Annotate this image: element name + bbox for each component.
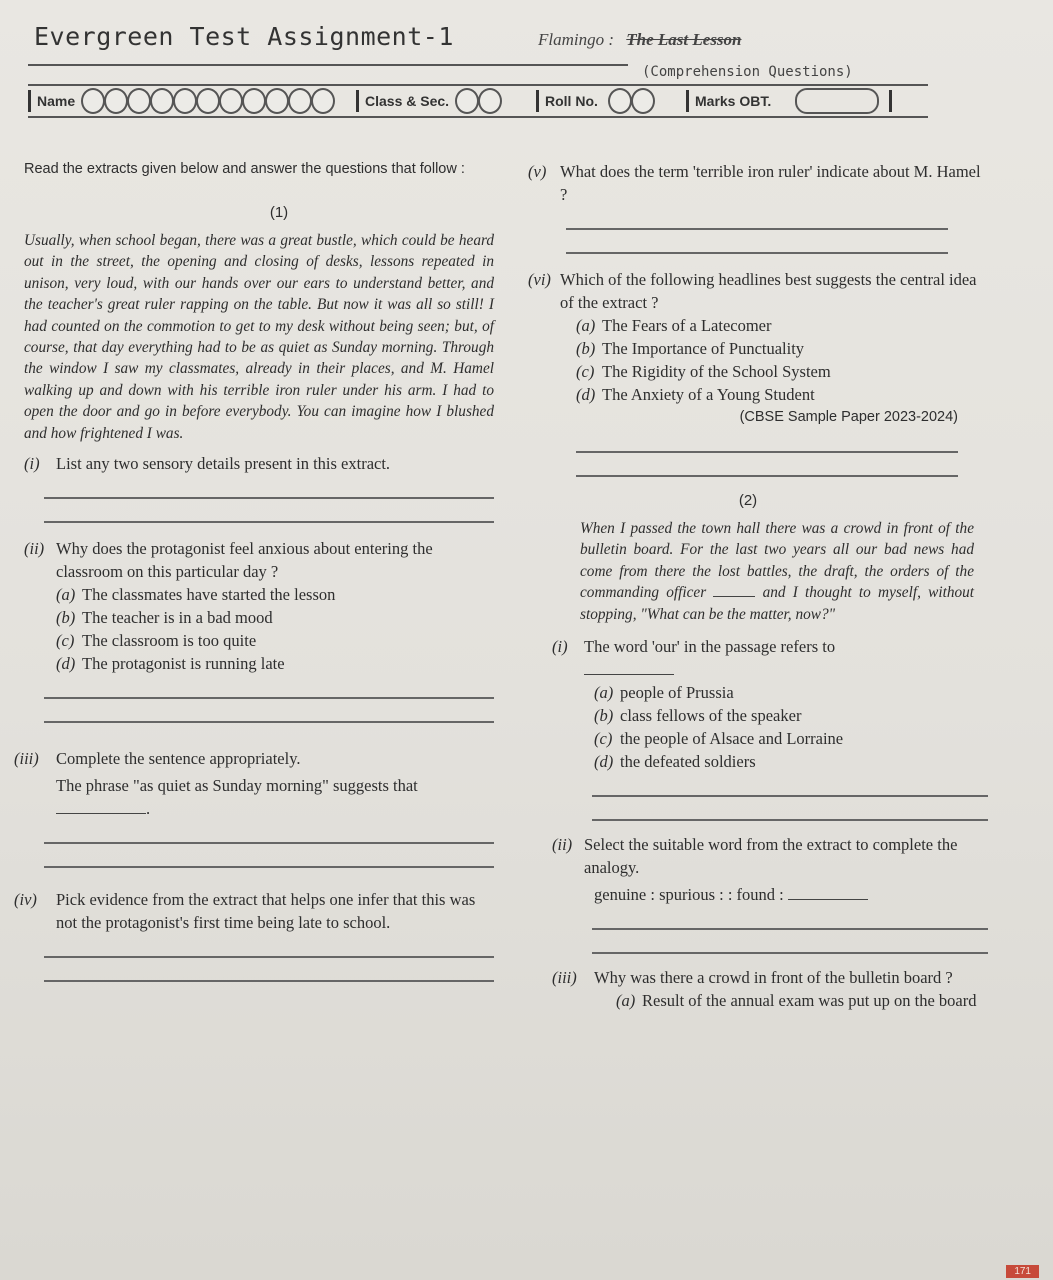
class-field[interactable] [356,88,501,114]
option[interactable]: (d) the defeated soldiers [594,752,756,772]
option[interactable]: (d) The protagonist is running late [56,654,285,674]
answer-line[interactable] [44,521,494,523]
roll-field[interactable] [536,88,654,114]
name-boxes [81,88,334,114]
answer-line[interactable] [44,980,494,982]
extract-passage: Usually, when school began, there was a great bustle, which could be heard out in the street, the opening and closing of desks, lessons repeated in unison, very loud, with our hands over our ears to understand better, and the teacher's great ruler rapping on the table. But now it was all so still! I had counted on the commotion to get to my desk without being seen; but, of course, that day everything had to be as quiet as Sunday morning. Through the window I saw my classmates, already in their places, and M. Hamel walking up and down with his terrible iron ruler under his arm. I had to open the door and go in before everybody. You can imagine how I blushed and how frightened I was. [24,232,494,442]
answer-line[interactable] [592,952,988,954]
separator [356,90,359,112]
answer-line[interactable] [592,795,988,797]
option[interactable]: (b) The teacher is in a bad mood [56,608,273,628]
question: (iii) Complete the sentence appropriately. [14,749,301,769]
question: (v) What does the term 'terrible iron ruler' indicate about M. Hamel ? [528,162,981,204]
option[interactable]: (c) The classroom is too quite [56,631,257,651]
answer-line[interactable] [44,497,494,499]
option[interactable]: (c) The Rigidity of the School System [576,362,831,381]
answer-line[interactable] [592,819,988,821]
roll-label: Roll No. [545,93,598,109]
option[interactable]: (a) people of Prussia [594,683,734,703]
question: (iv) Pick evidence from the extract that helps one infer that this was not the protagonist's first time being late to school. [14,890,476,933]
extract-number: (1) [269,204,289,221]
name-field[interactable] [28,88,334,114]
left-column [14,160,494,994]
question: (i) The word 'our' in the passage refers to [552,637,836,657]
marks-box [795,88,879,114]
separator [889,90,892,112]
answer-line[interactable] [44,721,494,723]
class-boxes [455,88,501,114]
option[interactable]: (a) The Fears of a Latecomer [576,316,772,335]
answer-line[interactable] [44,697,494,699]
marks-label: Marks OBT. [695,93,772,109]
answer-line[interactable] [44,842,494,844]
separator [686,90,689,112]
chapter-heading [538,30,742,50]
option[interactable]: (a) Result of the annual exam was put up on the board [616,991,977,1011]
fill-blank[interactable] [584,660,674,675]
question: (ii) Why does the protagonist feel anxious about entering the classroom on this particular day ? [24,539,433,582]
worksheet-title: Evergreen Test Assignment-1 [34,22,454,51]
roll-boxes [608,88,654,114]
chapter-title: The Last Lesson [626,30,742,49]
separator [28,90,31,112]
question: (ii) Select the suitable word from the extract to complete the analogy. [552,835,958,878]
option[interactable]: (b) The Importance of Punctuality [576,339,805,358]
option[interactable]: (d) The Anxiety of a Young Student [576,385,815,404]
fill-blank[interactable] [56,799,146,814]
answer-line[interactable] [576,451,958,453]
answer-line[interactable] [576,475,958,477]
class-label: Class & Sec. [365,93,450,109]
answer-line[interactable] [44,956,494,958]
analogy: genuine : spurious : : found : [594,883,988,906]
extract-passage: When I passed the town hall there was a crowd in front of the bulletin board. For the last two years all our bad news had come from there the lost battles, the draft, the orders of the commanding officer and I thought to myself, without stopping, "What can be the matter, now?" [580,520,975,623]
sentence-completion: The phrase "as quiet as Sunday morning" suggests that . [56,776,418,819]
answer-line[interactable] [566,228,948,230]
question: (iii) Why was there a crowd in front of the bulletin board ? [552,968,953,988]
right-column [528,160,988,1012]
instructions: Read the extracts given below and answer the questions that follow : [24,161,465,177]
name-label: Name [37,93,76,109]
book-name: Flamingo : [538,30,615,49]
answer-line[interactable] [592,928,988,930]
answer-line[interactable] [44,866,494,868]
source-reference: (CBSE Sample Paper 2023-2024) [739,409,958,425]
divider [28,64,628,66]
answer-line[interactable] [566,252,948,254]
fill-blank[interactable] [713,582,755,597]
student-info-bar [28,78,928,118]
extract-number: (2) [738,492,758,509]
marks-field[interactable] [686,88,898,114]
option[interactable]: (c) the people of Alsace and Lorraine [594,729,844,749]
separator [536,90,539,112]
question: (vi) Which of the following headlines best suggests the central idea of the extract ? [528,270,977,312]
fill-blank[interactable] [788,885,868,900]
page-number: 171 [1006,1265,1039,1278]
option[interactable]: (a) The classmates have started the lesson [56,585,336,605]
worksheet-subtitle: (Comprehension Questions) [642,64,853,80]
question: (i) List any two sensory details present in this extract. [24,454,391,474]
option[interactable]: (b) class fellows of the speaker [594,706,802,726]
